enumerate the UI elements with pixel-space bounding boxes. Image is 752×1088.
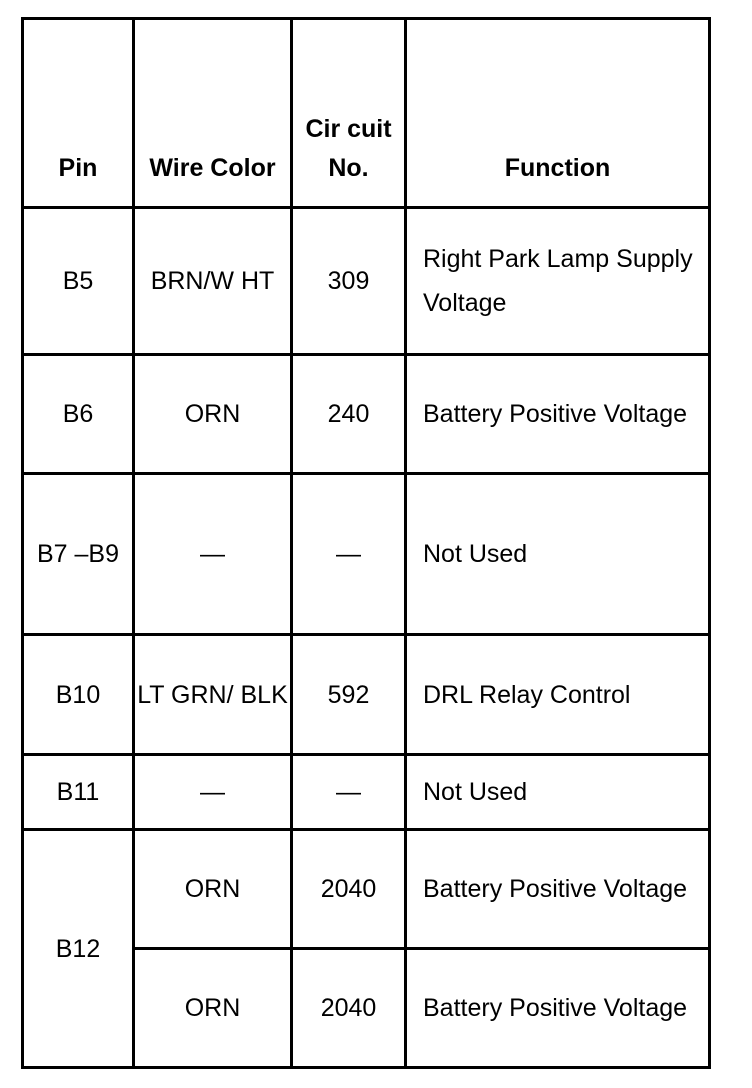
connector-pinout-table <box>21 17 711 1069</box>
wire-color-cell: BRN/W HT <box>134 208 292 355</box>
pin-cell: B6 <box>23 355 134 474</box>
circuit-cell: — <box>292 474 406 635</box>
function-cell: Not Used <box>406 474 710 635</box>
pin-cell: B12 <box>23 830 134 1068</box>
wire-color-cell: ORN <box>134 949 292 1068</box>
circuit-cell: — <box>292 755 406 830</box>
header-function: Function <box>406 19 710 208</box>
pin-cell: B5 <box>23 208 134 355</box>
wire-color-cell: ORN <box>134 355 292 474</box>
circuit-cell: 592 <box>292 635 406 755</box>
header-wire-color: Wire Color <box>134 19 292 208</box>
pin-cell: B7 –B9 <box>23 474 134 635</box>
circuit-cell: 240 <box>292 355 406 474</box>
wire-color-cell: LT GRN/ BLK <box>134 635 292 755</box>
circuit-cell: 2040 <box>292 949 406 1068</box>
function-cell: DRL Relay Control <box>406 635 710 755</box>
table-row <box>23 830 710 949</box>
header-row <box>23 19 710 208</box>
function-cell: Right Park Lamp Supply Voltage <box>406 208 710 355</box>
circuit-cell: 2040 <box>292 830 406 949</box>
table-row <box>23 755 710 830</box>
circuit-cell: 309 <box>292 208 406 355</box>
table-row <box>23 208 710 355</box>
table-row <box>23 635 710 755</box>
function-cell: Battery Positive Voltage <box>406 830 710 949</box>
header-circuit-no: Cir cuit No. <box>292 19 406 208</box>
table-row <box>23 355 710 474</box>
function-cell: Battery Positive Voltage <box>406 949 710 1068</box>
function-cell: Battery Positive Voltage <box>406 355 710 474</box>
function-cell: Not Used <box>406 755 710 830</box>
table-row <box>23 474 710 635</box>
wire-color-cell: — <box>134 474 292 635</box>
pin-cell: B10 <box>23 635 134 755</box>
pin-cell: B11 <box>23 755 134 830</box>
wire-color-cell: — <box>134 755 292 830</box>
wire-color-cell: ORN <box>134 830 292 949</box>
header-pin: Pin <box>23 19 134 208</box>
